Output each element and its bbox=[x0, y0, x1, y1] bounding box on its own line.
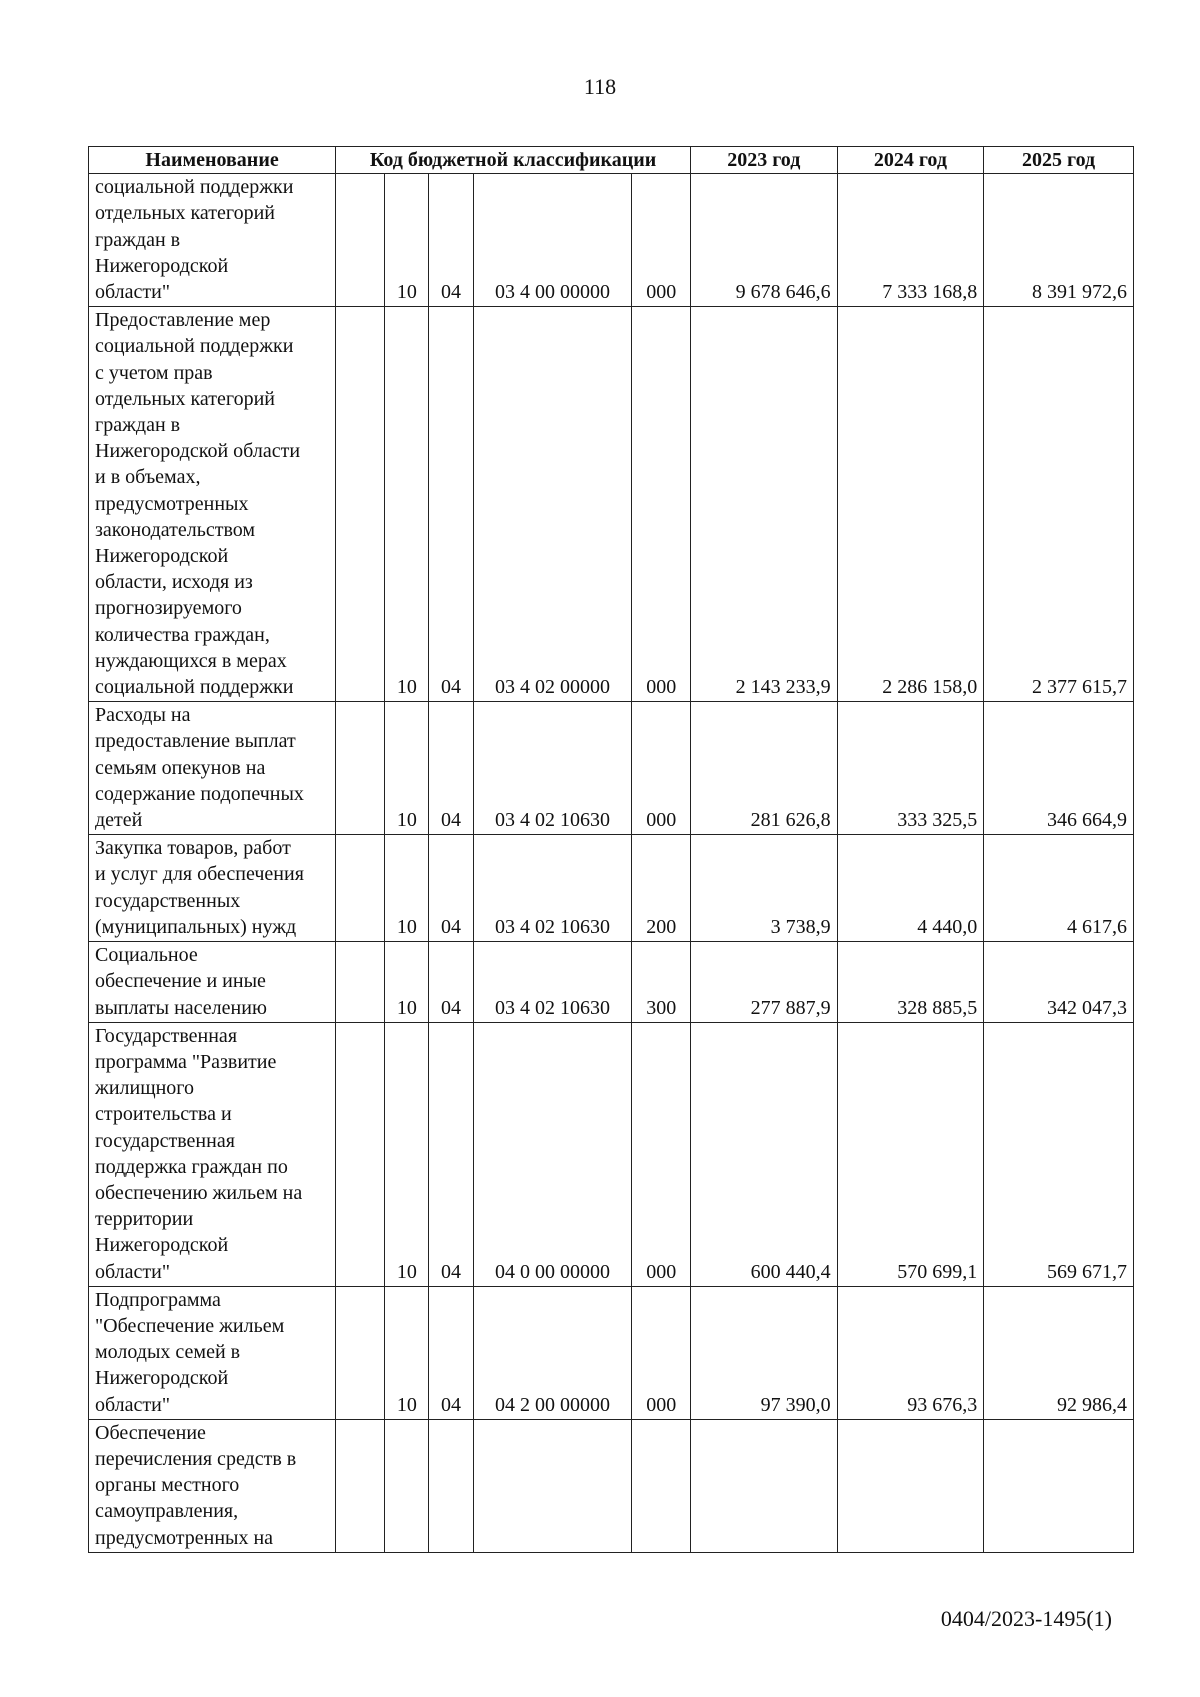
amount-2024: 333 325,5 bbox=[837, 702, 984, 835]
row-name: Государственная программа "Развитие жилищного строительства и государственная поддержка граждан по обеспечению жильем на территории Нижегородской области" bbox=[89, 1022, 336, 1286]
section-code: 10 bbox=[385, 307, 429, 702]
amount-2025: 569 671,7 bbox=[984, 1022, 1134, 1286]
amount-2024: 2 286 158,0 bbox=[837, 307, 984, 702]
target-article-code: 03 4 02 10630 bbox=[473, 942, 632, 1023]
expense-type-code bbox=[632, 1419, 691, 1552]
target-article-code: 03 4 02 10630 bbox=[473, 702, 632, 835]
subsection-code bbox=[429, 1419, 473, 1552]
expense-type-code: 000 bbox=[632, 1022, 691, 1286]
subsection-code: 04 bbox=[429, 942, 473, 1023]
header-2023: 2023 год bbox=[690, 147, 837, 174]
table-row bbox=[89, 702, 1134, 835]
section-code: 10 bbox=[385, 1022, 429, 1286]
expense-type-code: 300 bbox=[632, 942, 691, 1023]
amount-2024 bbox=[837, 1419, 984, 1552]
subsection-code: 04 bbox=[429, 702, 473, 835]
section-code: 10 bbox=[385, 835, 429, 942]
amount-2023: 9 678 646,6 bbox=[690, 174, 837, 307]
amount-2025: 4 617,6 bbox=[984, 835, 1134, 942]
table-body bbox=[89, 174, 1134, 1553]
expense-type-code: 000 bbox=[632, 702, 691, 835]
amount-2025 bbox=[984, 1419, 1134, 1552]
amount-2023: 3 738,9 bbox=[690, 835, 837, 942]
table-row bbox=[89, 1286, 1134, 1419]
target-article-code: 03 4 02 10630 bbox=[473, 835, 632, 942]
section-code bbox=[385, 1419, 429, 1552]
amount-2023 bbox=[690, 1419, 837, 1552]
subsection-code: 04 bbox=[429, 1022, 473, 1286]
amount-2025: 92 986,4 bbox=[984, 1286, 1134, 1419]
table-row bbox=[89, 307, 1134, 702]
header-2025: 2025 год bbox=[984, 147, 1134, 174]
row-name: Предоставление мер социальной поддержки с учетом прав отдельных категорий граждан в Нижегородской области и в объемах, предусмотренных законодательством Нижегородской области, исходя из прогнозируемого количества граждан, нуждающихся в мерах социальной поддержки bbox=[89, 307, 336, 702]
row-name: Обеспечение перечисления средств в органы местного самоуправления, предусмотренных на bbox=[89, 1419, 336, 1552]
subsection-code: 04 bbox=[429, 174, 473, 307]
header-2024: 2024 год bbox=[837, 147, 984, 174]
grbs-code bbox=[336, 702, 385, 835]
expense-type-code: 000 bbox=[632, 307, 691, 702]
table-row bbox=[89, 835, 1134, 942]
grbs-code bbox=[336, 835, 385, 942]
amount-2025: 346 664,9 bbox=[984, 702, 1134, 835]
grbs-code bbox=[336, 174, 385, 307]
expense-type-code: 000 bbox=[632, 174, 691, 307]
grbs-code bbox=[336, 1286, 385, 1419]
target-article-code: 03 4 00 00000 bbox=[473, 174, 632, 307]
budget-table bbox=[88, 146, 1134, 1553]
amount-2025: 8 391 972,6 bbox=[984, 174, 1134, 307]
document-code: 0404/2023-1495(1) bbox=[940, 1606, 1112, 1631]
grbs-code bbox=[336, 1022, 385, 1286]
subsection-code: 04 bbox=[429, 835, 473, 942]
subsection-code: 04 bbox=[429, 1286, 473, 1419]
amount-2024: 570 699,1 bbox=[837, 1022, 984, 1286]
target-article-code: 03 4 02 00000 bbox=[473, 307, 632, 702]
table-row bbox=[89, 942, 1134, 1023]
row-name: Расходы на предоставление выплат семьям опекунов на содержание подопечных детей bbox=[89, 702, 336, 835]
amount-2024: 93 676,3 bbox=[837, 1286, 984, 1419]
grbs-code bbox=[336, 942, 385, 1023]
amount-2024: 328 885,5 bbox=[837, 942, 984, 1023]
expense-type-code: 200 bbox=[632, 835, 691, 942]
amount-2024: 7 333 168,8 bbox=[837, 174, 984, 307]
row-name: Подпрограмма "Обеспечение жильем молодых семей в Нижегородской области" bbox=[89, 1286, 336, 1419]
grbs-code bbox=[336, 307, 385, 702]
amount-2023: 600 440,4 bbox=[690, 1022, 837, 1286]
amount-2025: 2 377 615,7 bbox=[984, 307, 1134, 702]
section-code: 10 bbox=[385, 174, 429, 307]
row-name: социальной поддержки отдельных категорий граждан в Нижегородской области" bbox=[89, 174, 336, 307]
row-name: Закупка товаров, работ и услуг для обеспечения государственных (муниципальных) нужд bbox=[89, 835, 336, 942]
amount-2023: 281 626,8 bbox=[690, 702, 837, 835]
section-code: 10 bbox=[385, 1286, 429, 1419]
section-code: 10 bbox=[385, 702, 429, 835]
amount-2023: 277 887,9 bbox=[690, 942, 837, 1023]
target-article-code bbox=[473, 1419, 632, 1552]
expense-type-code: 000 bbox=[632, 1286, 691, 1419]
target-article-code: 04 2 00 00000 bbox=[473, 1286, 632, 1419]
amount-2025: 342 047,3 bbox=[984, 942, 1134, 1023]
table-row bbox=[89, 1022, 1134, 1286]
amount-2024: 4 440,0 bbox=[837, 835, 984, 942]
section-code: 10 bbox=[385, 942, 429, 1023]
row-name: Социальное обеспечение и иные выплаты населению bbox=[89, 942, 336, 1023]
target-article-code: 04 0 00 00000 bbox=[473, 1022, 632, 1286]
table-row bbox=[89, 174, 1134, 307]
amount-2023: 97 390,0 bbox=[690, 1286, 837, 1419]
table-header-row bbox=[89, 147, 1134, 174]
amount-2023: 2 143 233,9 bbox=[690, 307, 837, 702]
header-budget-code: Код бюджетной классификации bbox=[336, 147, 691, 174]
header-name: Наименование bbox=[89, 147, 336, 174]
subsection-code: 04 bbox=[429, 307, 473, 702]
table-row bbox=[89, 1419, 1134, 1552]
grbs-code bbox=[336, 1419, 385, 1552]
page-number: 118 bbox=[583, 74, 617, 99]
